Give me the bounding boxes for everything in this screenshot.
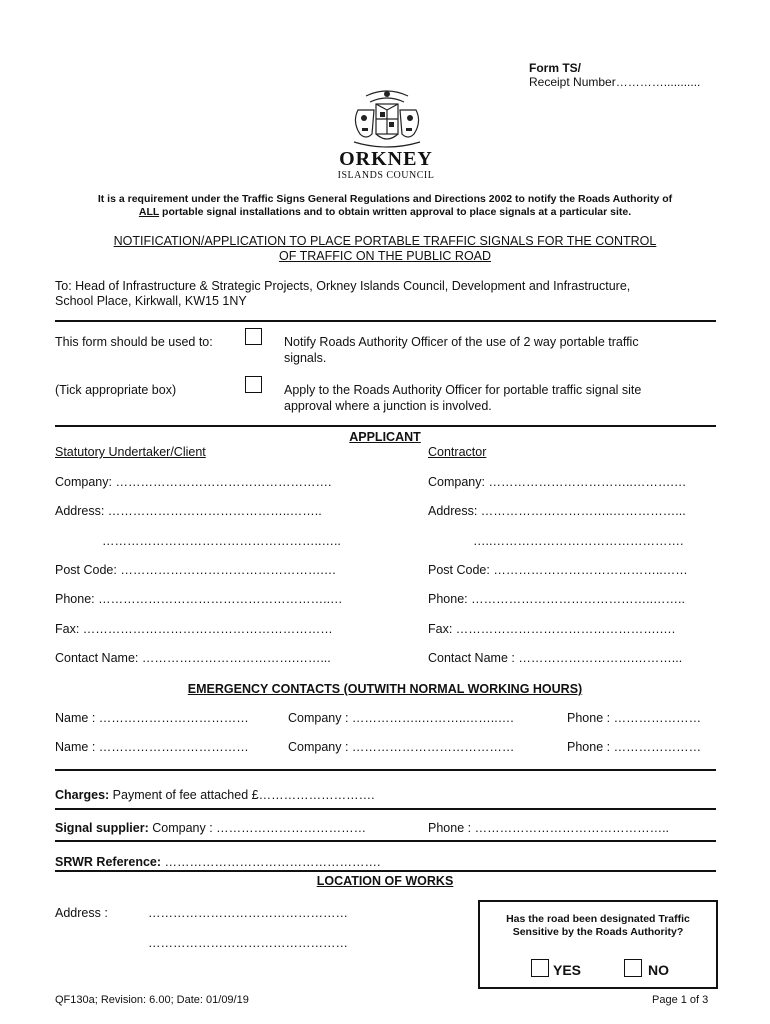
contractor-postcode-field[interactable]: Post Code: …………………………………..…… [428,563,688,577]
emergency-phone-field[interactable]: Phone : ………………… [567,740,702,754]
location-address-line-2-field[interactable]: ………………………………………… [148,936,348,950]
contractor-address-field[interactable]: Address: …………………………..……………... [428,504,686,518]
intro-all: ALL [138,206,160,218]
divider [55,425,716,427]
council-crest-icon [346,88,428,152]
usage-label: This form should be used to: [55,335,213,349]
yes-checkbox[interactable] [531,959,549,977]
contractor-phone-field[interactable]: Phone: ……………………………………..…….. [428,592,685,606]
charges-row [55,788,375,802]
emergency-name-field[interactable]: Name : ……………………………… [55,711,249,725]
client-heading: Statutory Undertaker/Client [55,445,206,459]
location-address-field[interactable]: ………………………………………… [148,906,348,920]
emergency-name-field[interactable]: Name : ……………………………… [55,740,249,754]
contractor-fax-field[interactable]: Fax: ………………………………………….…. [428,622,676,636]
emergency-phone-field[interactable]: Phone : ………………… [567,711,702,725]
to-line-2: School Place, Kirkwall, KW15 1NY [55,294,247,308]
client-contact-field[interactable]: Contact Name: ……………………………….……... [55,651,331,665]
contractor-heading: Contractor [428,445,487,459]
notify-checkbox[interactable] [245,328,262,345]
srwr-reference-field[interactable]: ……………………………………………. [161,855,381,869]
srwr-label: SRWR Reference: [55,855,162,869]
council-subtitle: ISLANDS COUNCIL [337,170,435,181]
no-label: NO [648,962,669,978]
contractor-contact-field[interactable]: Contact Name : ……………………….………... [428,651,683,665]
traffic-sensitive-question-line-1: Has the road been designated Traffic [506,913,690,925]
traffic-sensitive-box [478,900,718,989]
intro-line-1: It is a requirement under the Traffic Signs General Regulations and Directions 2002 to notify the Roads Authority of [97,193,673,205]
client-address-field[interactable]: Address: ……………………………………..…….. [55,504,322,518]
to-line-1: To: Head of Infrastructure & Strategic Projects, Orkney Islands Council, Development and Infrastructure, [55,279,631,293]
intro-line-2 [0,206,770,218]
no-checkbox[interactable] [624,959,642,977]
divider [55,870,716,872]
client-phone-field[interactable]: Phone: ………………………………………………..… [55,592,343,606]
contractor-address-line-2-field[interactable]: …..………………………………………. [473,534,684,548]
emergency-heading: EMERGENCY CONTACTS (OUTWITH NORMAL WORKING HOURS) [187,682,583,696]
divider [55,769,716,771]
divider [55,840,716,842]
client-postcode-field[interactable]: Post Code: ………………………………………….… [55,563,337,577]
client-address-line-2-field[interactable]: ……………………………………………..….. [102,534,341,548]
form-label: Form TS/ [529,61,582,75]
contractor-company-field[interactable]: Company: ……………………………..……….… [428,475,687,489]
location-address-label: Address : [55,906,108,920]
notify-option-line-1: Notify Roads Authority Officer of the use of 2 way portable traffic [284,335,639,349]
revision-info: QF130a; Revision: 6.00; Date: 01/09/19 [55,994,249,1006]
client-company-field[interactable]: Company: ……………………………………………. [55,475,332,489]
srwr-row [55,855,381,869]
council-name: ORKNEY [339,148,433,170]
charges-fee-field[interactable]: Payment of fee attached £………………………. [109,788,375,802]
tick-instruction: (Tick appropriate box) [55,383,177,397]
emergency-company-field[interactable]: Company : ………………………………… [288,740,515,754]
divider [55,320,716,322]
apply-option-line-2: approval where a junction is involved. [284,399,492,413]
signal-supplier-phone-field[interactable]: Phone : ……………………………………….. [428,821,670,835]
client-fax-field[interactable]: Fax: …………………………………………………… [55,622,333,636]
signal-supplier-label: Signal supplier: [55,821,149,835]
receipt-number: Receipt Number…………........... [529,75,701,89]
page-number: Page 1 of 3 [652,994,709,1006]
intro-line-2-rest: portable signal installations and to obtain written approval to place signals at a particular site. [159,206,632,218]
signal-supplier-company-field[interactable]: Company : ……………………………… [148,821,367,835]
traffic-sensitive-question-line-2: Sensitive by the Roads Authority? [512,926,684,938]
form-title-line-2: OF TRAFFIC ON THE PUBLIC ROAD [278,249,492,263]
divider [55,808,716,810]
notify-option-line-2: signals. [284,351,327,365]
apply-checkbox[interactable] [245,376,262,393]
applicant-heading: APPLICANT [349,430,421,444]
charges-label: Charges: [55,788,110,802]
location-heading: LOCATION OF WORKS [316,874,454,888]
signal-supplier-row [55,821,366,835]
yes-label: YES [553,962,582,978]
form-title-line-1: NOTIFICATION/APPLICATION TO PLACE PORTABLE TRAFFIC SIGNALS FOR THE CONTROL [113,234,657,248]
apply-option-line-1: Apply to the Roads Authority Officer for portable traffic signal site [284,383,642,397]
emergency-company-field[interactable]: Company : ……………..………..……..…. [288,711,514,725]
